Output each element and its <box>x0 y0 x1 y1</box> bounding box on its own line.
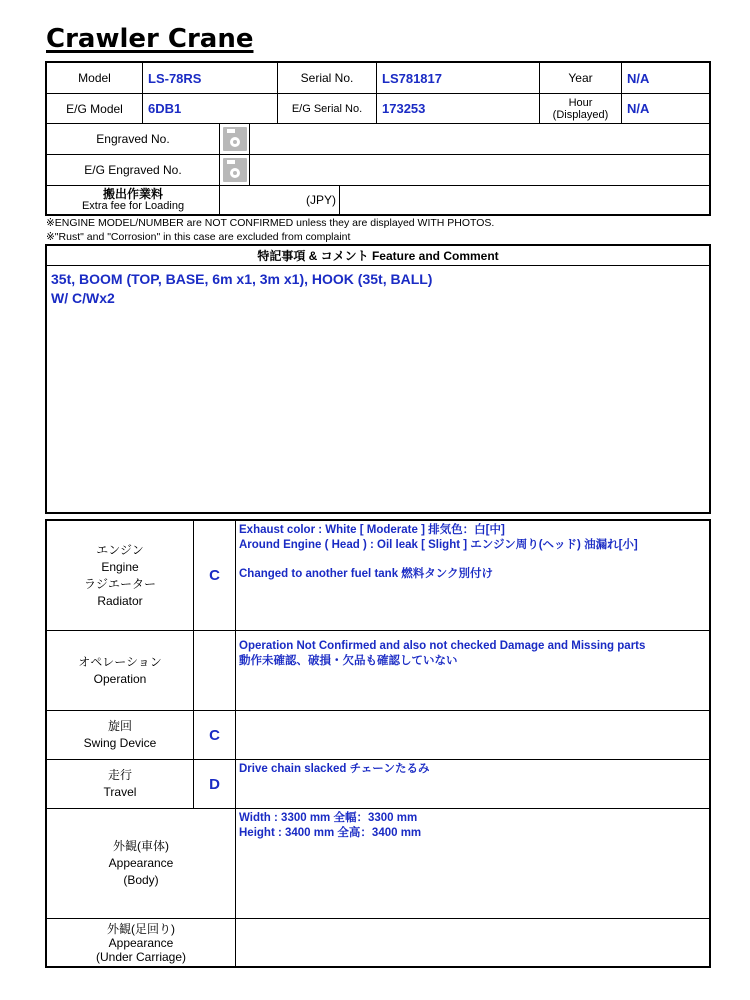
comment-line: Exhaust color : White [ Moderate ] 排気色：白[中] <box>239 524 505 536</box>
swing-grade: C <box>194 711 236 760</box>
condition-table <box>45 519 711 968</box>
engine-grade: C <box>194 521 236 631</box>
label-line: 外観(足回り) <box>107 921 175 936</box>
hour-label-line1: Hour <box>568 96 593 109</box>
label-line: (Under Carriage) <box>95 949 187 964</box>
comment-line: Around Engine ( Head ) : Oil leak [ Slight ] エンジン周り(ヘッド) 油漏れ[小] <box>239 539 638 551</box>
year-label: Year <box>540 63 622 94</box>
label-line: Radiator <box>97 593 143 608</box>
comment-line: Changed to another fuel tank 燃料タンク別付け <box>239 568 494 580</box>
note-rust: ※"Rust" and "Corrosion" in this case are excluded from complaint <box>46 231 351 243</box>
label-line: Appearance <box>108 856 174 870</box>
eg-engraved-photo-cell <box>220 155 250 186</box>
comment-line: 35t, BOOM (TOP, BASE, 6m x1, 3m x1), HOOK (35t, BALL) <box>51 271 433 287</box>
eg-engraved-label: E/G Engraved No. <box>47 155 220 186</box>
operation-label <box>47 631 194 711</box>
camera-icon[interactable] <box>223 127 247 151</box>
label-line: エンジン <box>96 542 144 557</box>
appearance-body-comment <box>236 809 709 919</box>
page-title: Crawler Crane <box>46 24 254 54</box>
header-table <box>45 61 711 216</box>
eg-serial-label: E/G Serial No. <box>278 94 377 124</box>
serial-label: Serial No. <box>278 63 377 94</box>
eg-model-label: E/G Model <box>47 94 143 124</box>
appearance-body-label <box>47 809 236 919</box>
label-line: 旋回 <box>107 719 132 733</box>
year-value: N/A <box>622 63 709 94</box>
swing-label <box>47 711 194 760</box>
comment-line: Height : 3400 mm 全高：3400 mm <box>239 827 422 839</box>
appearance-undercarriage-comment <box>236 919 709 966</box>
label-line: ラジエーター <box>83 576 156 591</box>
hour-label <box>540 94 622 124</box>
model-value: LS-78RS <box>143 63 278 94</box>
loading-label <box>47 186 220 214</box>
serial-value: LS781817 <box>377 63 540 94</box>
comment-line <box>239 553 638 567</box>
label-line: 外観(車体) <box>113 839 169 853</box>
comment-line: Width : 3300 mm 全幅：3300 mm <box>239 812 418 824</box>
model-label: Model <box>47 63 143 94</box>
label-line: オペレーション <box>78 654 162 669</box>
operation-comment <box>236 631 709 711</box>
loading-label-jp: 搬出作業料 <box>102 187 163 201</box>
comment-line: 動作未確認、破損・欠品も確認していない <box>239 655 458 667</box>
eg-serial-value: 173253 <box>377 94 540 124</box>
loading-extra <box>340 186 709 214</box>
eg-engraved-value <box>250 155 709 186</box>
engine-comment <box>236 521 709 631</box>
camera-icon[interactable] <box>223 158 247 182</box>
engraved-photo-cell <box>220 124 250 155</box>
comment-line: Operation Not Confirmed and also not checked Damage and Missing parts <box>239 640 646 652</box>
engraved-label: Engraved No. <box>47 124 220 155</box>
label-line: Swing Device <box>83 736 157 750</box>
travel-comment <box>236 760 709 809</box>
loading-currency: (JPY) <box>306 193 336 207</box>
comment-box <box>45 244 711 514</box>
comment-body <box>47 266 709 512</box>
label-line: Engine <box>101 559 139 574</box>
comment-line: W/ C/Wx2 <box>51 290 115 306</box>
note-engine: ※ENGINE MODEL/NUMBER are NOT CONFIRMED unless they are displayed WITH PHOTOS. <box>46 217 495 229</box>
label-line: Operation <box>93 671 147 686</box>
swing-comment <box>236 711 709 760</box>
hour-label-line2: (Displayed) <box>552 108 609 121</box>
engine-label <box>47 521 194 631</box>
travel-label <box>47 760 194 809</box>
comment-line: Drive chain slacked チェーンたるみ <box>239 763 430 775</box>
engraved-value <box>250 124 709 155</box>
comment-lines <box>51 270 432 308</box>
hour-value: N/A <box>622 94 709 124</box>
appearance-undercarriage-label <box>47 919 236 966</box>
travel-grade: D <box>194 760 236 809</box>
label-line: Travel <box>103 785 137 799</box>
operation-grade <box>194 631 236 711</box>
label-line: (Body) <box>123 873 159 887</box>
eg-model-value: 6DB1 <box>143 94 278 124</box>
loading-value <box>220 186 340 214</box>
comment-heading: 特記事項 & コメント Feature and Comment <box>47 246 709 266</box>
label-line: 走行 <box>107 768 132 782</box>
loading-label-en: Extra fee for Loading <box>81 200 185 212</box>
label-line: Appearance <box>108 935 174 950</box>
